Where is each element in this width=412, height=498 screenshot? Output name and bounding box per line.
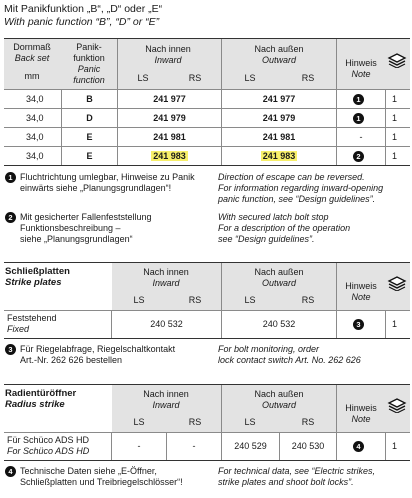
cell-outward: 241 981	[262, 132, 296, 142]
footnote-en-line: For bolt monitoring, order	[218, 344, 320, 354]
header-inward-en: Inward	[154, 55, 182, 65]
cell-function: D	[86, 113, 93, 123]
header-inward-ls: LS	[133, 295, 145, 305]
note-badge: 1	[353, 94, 364, 105]
header-divider	[221, 263, 222, 310]
header-outward-en: Outward	[261, 400, 296, 410]
footnote-de-line: einwärts siehe „Planungsgrundlagen“!	[20, 183, 172, 193]
cell-inward-highlighted	[118, 151, 221, 162]
row-label-de: Feststehend	[7, 313, 57, 323]
footnote-en-line: lock contact switch Art. No. 262 626	[218, 355, 361, 365]
footnote-de-line: Funktionsbeschreibung –	[20, 223, 121, 233]
cell-dornmass: 34,0	[26, 113, 44, 123]
row-label-en: Fixed	[7, 324, 30, 334]
col-divider	[385, 89, 386, 165]
footnote-en-line: strike plates and shoot bolt locks”.	[218, 477, 354, 487]
header-divider	[336, 385, 337, 432]
col-divider	[336, 89, 337, 165]
footnote-en-line: panic function, see “Design guidelines”.	[218, 194, 376, 204]
table-bottom-rule	[4, 165, 410, 166]
cell-outward-highlighted	[222, 151, 336, 162]
row-rule	[4, 146, 410, 147]
footnote-en-line: With secured latch bolt stop	[218, 212, 329, 222]
cell-qty: 1	[392, 151, 398, 161]
header-inward-rs: RS	[188, 73, 202, 83]
section-title-en: Radius strike	[5, 399, 65, 410]
note-badge: 2	[353, 151, 364, 162]
header-note-en: Note	[351, 69, 371, 79]
footnote-badge: 3	[5, 344, 16, 355]
stacked-items-icon	[387, 52, 407, 68]
header-inward-en: Inward	[152, 400, 180, 410]
footnote-de-line: Mit gesicherter Fallenfeststellung	[20, 212, 152, 222]
page-title-de: Mit Panikfunktion „B“, „D“ oder „E“	[4, 3, 163, 15]
cell-inward-ls: -	[137, 441, 141, 451]
note-badge: 4	[353, 441, 364, 452]
footnote-de-line: Fluchtrichtung umlegbar, Hinweise zu Panik	[20, 172, 195, 182]
cell-inward-rs: -	[192, 441, 196, 451]
cell-qty: 1	[392, 441, 398, 451]
col-divider	[336, 310, 337, 338]
header-outward-de: Nach außen	[254, 389, 304, 399]
cell-function: E	[86, 151, 93, 161]
table-bottom-rule	[4, 460, 410, 461]
footnote-en-line: Direction of escape can be reversed.	[218, 172, 365, 182]
footnote-badge: 2	[5, 212, 16, 223]
cell-inward: 241 979	[153, 113, 186, 123]
header-outward-de: Nach außen	[254, 44, 304, 54]
header-divider	[221, 39, 222, 89]
row-rule	[4, 432, 410, 433]
header-inward-de: Nach innen	[145, 44, 191, 54]
header-panik-1: Panik-	[76, 42, 102, 52]
cell-outward: 240 532	[262, 319, 296, 329]
cell-outward-ls: 240 529	[234, 441, 267, 451]
header-note-de: Hinweis	[345, 58, 377, 68]
section-title-en: Strike plates	[5, 277, 62, 288]
highlight-outward: 241 983	[262, 151, 296, 161]
header-inward-ls: LS	[133, 417, 145, 427]
header-outward-de: Nach außen	[254, 267, 304, 277]
header-inward-ls: LS	[137, 73, 149, 83]
cell-note-none: -	[359, 132, 363, 142]
row-rule	[4, 127, 410, 128]
header-divider	[221, 385, 222, 432]
footnote-de-line: Schließplatten und Treibriegelschlösser“!	[20, 477, 183, 487]
stacked-items-icon	[387, 397, 407, 413]
header-panik-2: funktion	[73, 53, 105, 63]
note-badge: 1	[353, 113, 364, 124]
col-divider	[385, 432, 386, 460]
footnote-de-line: siehe „Planungsgrundlagen“	[20, 234, 133, 244]
cell-outward: 241 977	[262, 94, 296, 104]
header-outward-en: Outward	[261, 55, 296, 65]
header-dornmass: Dornmaß	[13, 42, 51, 52]
highlight-inward: 241 983	[153, 151, 186, 161]
footnote-en-line: For information regarding inward-opening	[218, 183, 384, 193]
header-panic-1: Panic	[77, 64, 101, 74]
header-note-de: Hinweis	[345, 281, 377, 291]
header-divider	[336, 263, 337, 310]
header-inward-de: Nach innen	[143, 267, 189, 277]
section-title-de: Schließplatten	[5, 266, 70, 277]
cell-outward-rs: 240 530	[291, 441, 325, 451]
footnote-en-line: For technical data, see “Electric strikes,	[218, 466, 376, 476]
header-mm: mm	[24, 71, 40, 81]
row-rule	[4, 108, 410, 109]
stacked-items-icon	[387, 275, 407, 291]
header-inward-de: Nach innen	[143, 389, 189, 399]
cell-inward: 241 981	[153, 132, 186, 142]
row-label-de: Für Schüco ADS HD	[7, 435, 90, 445]
cell-function: E	[86, 132, 93, 142]
header-backset: Back set	[14, 53, 50, 63]
cell-inward: 241 977	[153, 94, 186, 104]
header-note-en: Note	[351, 292, 371, 302]
header-outward-ls: LS	[244, 73, 256, 83]
cell-qty: 1	[392, 113, 398, 123]
header-panic-2: function	[73, 75, 105, 85]
col-divider	[385, 310, 386, 338]
header-divider	[336, 39, 337, 89]
cell-qty: 1	[392, 94, 398, 104]
cell-qty: 1	[392, 132, 398, 142]
row-rule	[4, 310, 410, 311]
footnote-de-line: Technische Daten siehe „E-Öffner,	[20, 466, 157, 476]
header-outward-rs: RS	[301, 417, 315, 427]
header-outward-rs: RS	[301, 73, 315, 83]
header-outward-rs: RS	[301, 295, 315, 305]
cell-function: B	[86, 94, 93, 104]
cell-inward: 240 532	[150, 319, 183, 329]
header-inward-rs: RS	[188, 417, 202, 427]
header-outward-en: Outward	[261, 278, 296, 288]
cell-dornmass: 34,0	[26, 151, 44, 161]
footnote-de-line: Art.-Nr. 262 626 bestellen	[20, 355, 123, 365]
cell-qty: 1	[392, 319, 398, 329]
col-divider	[336, 432, 337, 460]
header-outward-ls: LS	[244, 295, 256, 305]
footnote-en-line: For a description of the operation	[218, 223, 351, 233]
row-rule	[4, 89, 410, 90]
section-title-de: Radientüröffner	[5, 388, 77, 399]
header-inward-en: Inward	[152, 278, 180, 288]
cell-dornmass: 34,0	[26, 94, 44, 104]
cell-dornmass: 34,0	[26, 132, 44, 142]
header-note-en: Note	[351, 414, 371, 424]
header-inward-rs: RS	[188, 295, 202, 305]
page-title-en: With panic function “B”, “D” or “E”	[4, 16, 160, 28]
row-label-en: For Schüco ADS HD	[7, 446, 90, 456]
header-note-de: Hinweis	[345, 403, 377, 413]
footnote-en-line: see “Design guidelines”.	[218, 234, 315, 244]
footnote-de-line: Für Riegelabfrage, Riegelschaltkontakt	[20, 344, 176, 354]
footnote-badge: 1	[5, 172, 16, 183]
header-divider	[117, 39, 118, 89]
cell-outward: 241 979	[262, 113, 296, 123]
note-badge: 3	[353, 319, 364, 330]
table-bottom-rule	[4, 338, 410, 339]
header-outward-ls: LS	[244, 417, 256, 427]
footnote-badge: 4	[5, 466, 16, 477]
